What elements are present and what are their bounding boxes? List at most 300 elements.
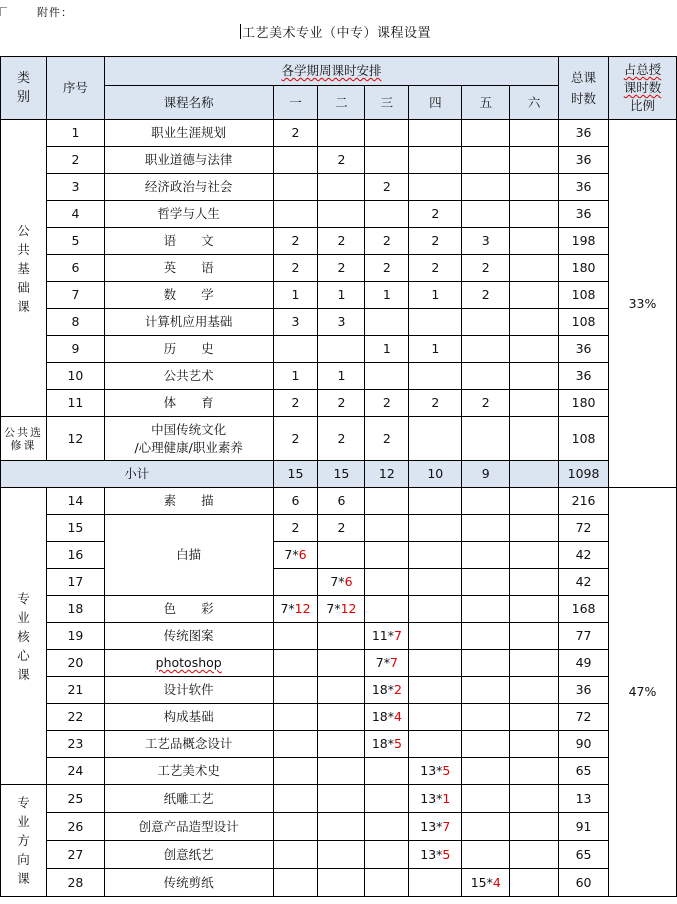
course-name-text: 传统图案: [163, 628, 214, 643]
semester-hours: 1: [365, 336, 409, 363]
course-table: [0, 56, 677, 897]
semester-hours: [409, 677, 462, 704]
table-row: [1, 255, 677, 282]
semester-hours: 2: [409, 228, 462, 255]
semester-hours: [318, 120, 365, 147]
semester-hours: [462, 841, 510, 869]
hours-base: 11*: [371, 628, 394, 643]
hours-weeks: 1: [442, 790, 451, 806]
semester-hours: [462, 147, 510, 174]
ratio-line1: 占总授: [623, 62, 662, 77]
semester-hours: [510, 677, 559, 704]
hours-base: 18*: [371, 709, 394, 724]
table-row: [1, 813, 677, 841]
semester-hours: [510, 228, 559, 255]
table-row: [1, 515, 677, 542]
row-number: 14: [46, 488, 104, 515]
hours-base: 7*: [375, 655, 390, 670]
semester-hours: [365, 201, 409, 228]
table-row: [1, 336, 677, 363]
semester-hours: [273, 542, 318, 569]
semester-hours: [510, 309, 559, 336]
semester-hours: 2: [273, 417, 318, 461]
course-name: [104, 417, 273, 461]
table-row: [1, 623, 677, 650]
row-number: 25: [46, 785, 104, 813]
semester-hours: 2: [318, 515, 365, 542]
row-number: 27: [46, 841, 104, 869]
total-hours: 65: [559, 758, 609, 785]
semester-hours: [462, 515, 510, 542]
total-hours: 42: [559, 542, 609, 569]
course-name: [104, 704, 273, 731]
hours-weeks: 7: [393, 628, 402, 643]
semester-hours: [409, 785, 462, 813]
semester-hours: [510, 623, 559, 650]
semester-hours: 2: [365, 228, 409, 255]
hours-weeks: 6: [298, 547, 307, 562]
category-pro-core-label: 专业核心课: [17, 590, 30, 682]
semester-hours: [273, 785, 318, 813]
semester-hours: [510, 569, 559, 596]
semester-hours: [409, 309, 462, 336]
semester-hours: [462, 120, 510, 147]
hours-base: 7*: [280, 601, 295, 616]
course-name-text: 工艺美术史: [157, 763, 220, 778]
semester-hours: [318, 201, 365, 228]
table-row: [1, 390, 677, 417]
course-name: [104, 677, 273, 704]
semester-hours: 2: [318, 228, 365, 255]
course-name: 体 育: [104, 390, 273, 417]
semester-hours: 2: [365, 255, 409, 282]
semester-hours: [409, 488, 462, 515]
semester-hours: [409, 174, 462, 201]
semester-hours: [365, 596, 409, 623]
total-hours: 168: [559, 596, 609, 623]
semester-hours: 2: [318, 147, 365, 174]
semester-hours: 2: [409, 201, 462, 228]
semester-hours: [273, 841, 318, 869]
table-row: [1, 596, 677, 623]
semester-hours: 3: [273, 309, 318, 336]
semester-hours: [510, 336, 559, 363]
hours-base: 13*: [420, 790, 443, 806]
table-row: [1, 363, 677, 390]
semester-hours: [510, 147, 559, 174]
semester-hours: [510, 201, 559, 228]
header-total-hours: 总课时数: [559, 57, 609, 120]
semester-hours: [462, 488, 510, 515]
subtotal-semester: 9: [462, 461, 510, 488]
row-number: 11: [46, 390, 104, 417]
semester-hours: [273, 758, 318, 785]
semester-hours: 1: [409, 336, 462, 363]
semester-hours: [462, 758, 510, 785]
table-row: [1, 758, 677, 785]
semester-hours: [409, 596, 462, 623]
row-number: 6: [46, 255, 104, 282]
table-row: [1, 174, 677, 201]
header-semester: 二: [318, 86, 365, 120]
total-hours: 65: [559, 841, 609, 869]
row-number: 12: [46, 417, 104, 461]
total-hours: 36: [559, 363, 609, 390]
table-row: [1, 677, 677, 704]
semester-hours: [318, 869, 365, 897]
row-number: 7: [46, 282, 104, 309]
semester-hours: [462, 869, 510, 897]
semester-hours: [462, 336, 510, 363]
hours-base: 7*: [330, 574, 345, 589]
table-row: [1, 841, 677, 869]
course-name: [104, 731, 273, 758]
course-name: 公共艺术: [104, 363, 273, 390]
total-hours: 180: [559, 255, 609, 282]
semester-hours: [409, 417, 462, 461]
total-hours: 108: [559, 417, 609, 461]
hours-weeks: 5: [442, 846, 451, 862]
row-number: 15: [46, 515, 104, 542]
total-hours: 36: [559, 120, 609, 147]
semester-hours: 2: [409, 255, 462, 282]
semester-hours: [462, 650, 510, 677]
total-hours: 36: [559, 677, 609, 704]
semester-hours: [273, 147, 318, 174]
semester-hours: [318, 542, 365, 569]
semester-hours: 3: [318, 309, 365, 336]
semester-hours: [409, 120, 462, 147]
semester-hours: [273, 596, 318, 623]
semester-hours: [462, 309, 510, 336]
semester-hours: [409, 841, 462, 869]
semester-hours: [462, 677, 510, 704]
table-row: [1, 147, 677, 174]
table-row: [1, 542, 677, 569]
semester-hours: [273, 813, 318, 841]
attachment-label: 附件：: [37, 6, 73, 19]
semester-hours: 2: [318, 390, 365, 417]
semester-hours: [409, 515, 462, 542]
hours-weeks: 12: [340, 601, 357, 616]
semester-hours: [273, 201, 318, 228]
semester-hours: [510, 650, 559, 677]
course-name: 纸雕工艺: [104, 785, 273, 813]
semester-hours: [318, 813, 365, 841]
semester-hours: [510, 363, 559, 390]
semester-hours: [273, 731, 318, 758]
text-cursor: [240, 24, 241, 39]
semester-hours: [365, 515, 409, 542]
semester-hours: [462, 785, 510, 813]
row-number: 17: [46, 569, 104, 596]
semester-hours: 2: [462, 390, 510, 417]
row-number: 19: [46, 623, 104, 650]
course-name: 创意纸艺: [104, 841, 273, 869]
course-name-text: 素 描: [163, 493, 214, 508]
table-row: [1, 309, 677, 336]
category-public-elective: [1, 417, 47, 461]
row-number: 16: [46, 542, 104, 569]
semester-hours: [462, 569, 510, 596]
semester-hours: [273, 623, 318, 650]
header-seq: 序号: [46, 57, 104, 120]
total-hours: 36: [559, 336, 609, 363]
semester-hours: [462, 174, 510, 201]
row-number: 20: [46, 650, 104, 677]
table-row: [1, 650, 677, 677]
course-name: [104, 488, 273, 515]
semester-hours: [365, 309, 409, 336]
semester-hours: [409, 869, 462, 897]
semester-hours: [510, 542, 559, 569]
semester-hours: [462, 731, 510, 758]
header-ratio: [609, 57, 677, 120]
course-name: 职业生涯规划: [104, 120, 273, 147]
semester-hours: 6: [318, 488, 365, 515]
course-name: 英 语: [104, 255, 273, 282]
semester-hours: [510, 704, 559, 731]
total-hours: 198: [559, 228, 609, 255]
hours-weeks: 6: [344, 574, 353, 589]
header-semester: 五: [462, 86, 510, 120]
course-name: 经济政治与社会: [104, 174, 273, 201]
hours-base: 18*: [371, 736, 394, 751]
table-row: [1, 569, 677, 596]
course-name: 白描: [104, 515, 273, 596]
subtotal-semester: [510, 461, 559, 488]
hours-weeks: 2: [393, 682, 402, 697]
semester-hours: [273, 869, 318, 897]
hours-weeks: 5: [442, 763, 451, 778]
total-hours: 72: [559, 704, 609, 731]
hours-base: 13*: [420, 846, 443, 862]
semester-hours: [365, 623, 409, 650]
semester-hours: [365, 569, 409, 596]
semester-hours: [409, 363, 462, 390]
header-semester: 四: [409, 86, 462, 120]
semester-hours: [409, 569, 462, 596]
semester-hours: [365, 731, 409, 758]
header-course-name: 课程名称: [104, 86, 273, 120]
schedule-text: 各学期周课时安排: [281, 63, 382, 78]
course-name: 数 学: [104, 282, 273, 309]
header-schedule: [104, 57, 558, 86]
total-hours: 42: [559, 569, 609, 596]
semester-hours: [409, 704, 462, 731]
category-pro-core: [1, 488, 47, 785]
category-public-basic: [1, 120, 47, 417]
hours-weeks: 12: [294, 601, 311, 616]
semester-hours: [510, 390, 559, 417]
semester-hours: [318, 785, 365, 813]
semester-hours: [462, 201, 510, 228]
total-hours: 60: [559, 869, 609, 897]
text-boundary-mark: [0, 7, 7, 16]
semester-hours: [462, 417, 510, 461]
hours-base: 15*: [470, 874, 493, 890]
semester-hours: 2: [462, 282, 510, 309]
semester-hours: 2: [365, 417, 409, 461]
semester-hours: [365, 147, 409, 174]
semester-hours: 2: [273, 228, 318, 255]
table-row: [1, 731, 677, 758]
semester-hours: [318, 677, 365, 704]
semester-hours: [409, 813, 462, 841]
semester-hours: [510, 120, 559, 147]
subtotal-semester: 10: [409, 461, 462, 488]
course-name-line1: 中国传统文化: [151, 421, 227, 437]
subtotal-semester: 15: [318, 461, 365, 488]
table-row: [1, 417, 677, 461]
semester-hours: [365, 542, 409, 569]
hours-weeks: 4: [492, 874, 501, 890]
course-name: [104, 758, 273, 785]
semester-hours: 1: [273, 363, 318, 390]
semester-hours: [365, 841, 409, 869]
row-number: 23: [46, 731, 104, 758]
row-number: 22: [46, 704, 104, 731]
semester-hours: 2: [462, 255, 510, 282]
semester-hours: 2: [365, 390, 409, 417]
semester-hours: 2: [409, 390, 462, 417]
semester-hours: [462, 363, 510, 390]
semester-hours: [510, 869, 559, 897]
total-hours: 90: [559, 731, 609, 758]
total-hours: 72: [559, 515, 609, 542]
semester-hours: [318, 569, 365, 596]
semester-hours: [462, 623, 510, 650]
subtotal-semester: 15: [273, 461, 318, 488]
hours-base: 13*: [420, 818, 443, 834]
semester-hours: [409, 758, 462, 785]
semester-hours: [273, 569, 318, 596]
semester-hours: [510, 758, 559, 785]
semester-hours: [409, 623, 462, 650]
total-hours: 49: [559, 650, 609, 677]
total-hours: 77: [559, 623, 609, 650]
semester-hours: [365, 120, 409, 147]
total-hours: 36: [559, 147, 609, 174]
total-hours: 91: [559, 813, 609, 841]
semester-hours: [273, 704, 318, 731]
semester-hours: [365, 650, 409, 677]
table-row: [1, 488, 677, 515]
header-semester: 六: [510, 86, 559, 120]
category-public-elective-label: 公共选修课: [3, 425, 43, 452]
semester-hours: [318, 596, 365, 623]
hours-weeks: 7: [390, 655, 398, 670]
semester-hours: 6: [273, 488, 318, 515]
semester-hours: [365, 488, 409, 515]
semester-hours: [510, 841, 559, 869]
total-hours: 108: [559, 282, 609, 309]
table-row: [1, 704, 677, 731]
table-row: [1, 282, 677, 309]
semester-hours: [510, 515, 559, 542]
semester-hours: [365, 704, 409, 731]
course-name: [104, 623, 273, 650]
header-semester: 三: [365, 86, 409, 120]
semester-hours: 1: [273, 282, 318, 309]
semester-hours: [318, 174, 365, 201]
row-number: 24: [46, 758, 104, 785]
course-name-text: 构成基础: [163, 709, 214, 724]
semester-hours: [510, 596, 559, 623]
ratio-professional: 47%: [609, 488, 677, 897]
semester-hours: [365, 785, 409, 813]
ratio-line3: 比例: [630, 98, 656, 113]
table-row: [1, 201, 677, 228]
ratio-public: 33%: [609, 120, 677, 488]
semester-hours: 2: [318, 255, 365, 282]
semester-hours: [510, 785, 559, 813]
semester-hours: [365, 813, 409, 841]
course-name-text: 色 彩: [163, 601, 214, 616]
semester-hours: [510, 255, 559, 282]
table-row: [1, 785, 677, 813]
course-name: 历 史: [104, 336, 273, 363]
semester-hours: [462, 596, 510, 623]
semester-hours: 2: [365, 174, 409, 201]
semester-hours: [318, 841, 365, 869]
semester-hours: [318, 623, 365, 650]
semester-hours: 2: [273, 390, 318, 417]
semester-hours: 1: [365, 282, 409, 309]
semester-hours: [510, 488, 559, 515]
course-name-line2: /心理健康/职业素养: [134, 439, 243, 455]
semester-hours: [462, 704, 510, 731]
course-name: 语 文: [104, 228, 273, 255]
semester-hours: 2: [273, 255, 318, 282]
header-semester: 一: [273, 86, 318, 120]
category-public-basic-label: 公共基础课: [17, 222, 30, 314]
row-number: 10: [46, 363, 104, 390]
category-pro-direction-label: 专业方向课: [17, 795, 30, 886]
semester-hours: 1: [318, 363, 365, 390]
semester-hours: [273, 174, 318, 201]
semester-hours: [273, 677, 318, 704]
course-name-text: photoshop: [155, 655, 222, 670]
hours-weeks: 4: [393, 709, 402, 724]
semester-hours: [462, 813, 510, 841]
semester-hours: [318, 758, 365, 785]
row-number: 5: [46, 228, 104, 255]
row-number: 8: [46, 309, 104, 336]
row-number: 2: [46, 147, 104, 174]
category-pro-direction: [1, 785, 47, 897]
total-hours: 216: [559, 488, 609, 515]
course-name: 职业道德与法律: [104, 147, 273, 174]
total-hours: 13: [559, 785, 609, 813]
semester-hours: [318, 731, 365, 758]
ratio-line2: 课时数: [623, 80, 662, 95]
semester-hours: [273, 650, 318, 677]
subtotal-total: 1098: [559, 461, 609, 488]
semester-hours: 2: [273, 515, 318, 542]
row-number: 4: [46, 201, 104, 228]
course-name: [104, 650, 273, 677]
subtotal-row: [1, 461, 677, 488]
hours-weeks: 5: [393, 736, 402, 751]
title-text: 工艺美术专业（中专）课程设置: [242, 26, 432, 41]
semester-hours: 2: [318, 417, 365, 461]
course-name-text: 设计软件: [163, 682, 214, 697]
semester-hours: [409, 650, 462, 677]
semester-hours: [409, 731, 462, 758]
semester-hours: 1: [318, 282, 365, 309]
row-number: 9: [46, 336, 104, 363]
